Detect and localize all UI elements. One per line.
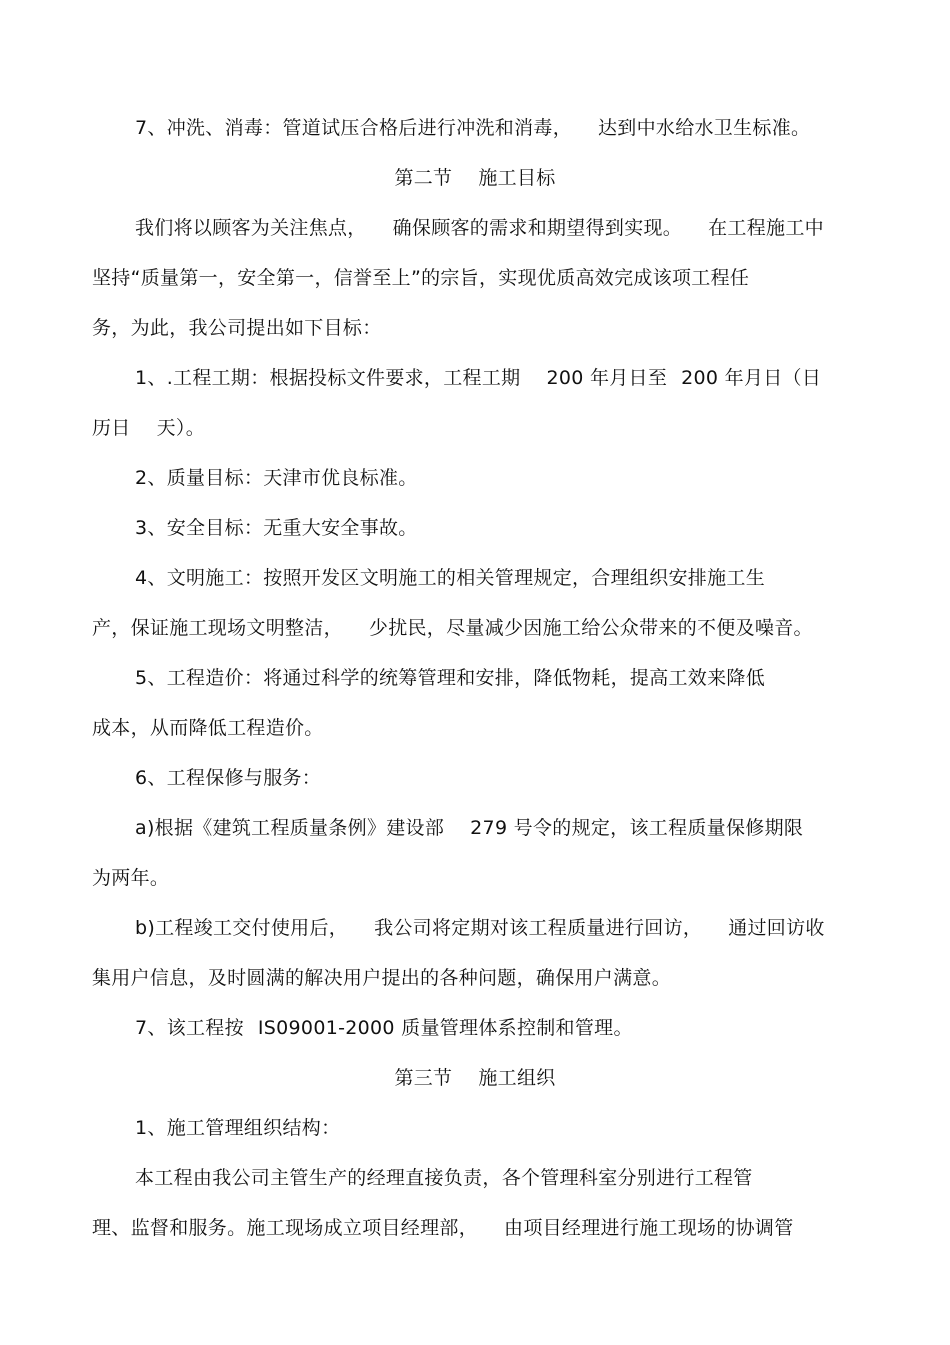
paragraph-line [135,765,915,791]
text-run: 为两年。 [92,867,170,889]
paragraph-line [92,965,872,991]
paragraph-line [135,215,915,241]
text-run: 4、文明施工：按照开发区文明施工的相关管理规定，合理组织安排施工生 [135,567,765,589]
text-run: 务，为此，我公司提出如下目标： [92,317,382,339]
text-run: 1、施工管理组织结构： [135,1117,341,1139]
text-run: 由项目经理进行施工现场的协调管 [504,1217,794,1239]
section-heading [0,1065,950,1091]
paragraph-line [92,415,872,441]
text-run: 天）。 [156,417,206,439]
text-run: 少扰民，尽量减少因施工给公众带来的不便及噪音。 [368,617,813,639]
paragraph-line [135,1165,915,1191]
paragraph-line [135,1115,915,1141]
text-run: 集用户信息，及时圆满的解决用户提出的各种问题，确保用户满意。 [92,967,672,989]
section-title: 施工组织 [478,1067,556,1089]
paragraph-line [92,715,872,741]
text-run: 达到中水给水卫生标准。 [598,117,811,139]
section-heading [0,165,950,191]
paragraph-line [92,315,872,341]
text-run: 5、工程造价：将通过科学的统筹管理和安排，降低物耗，提高工效来降低 [135,667,765,689]
paragraph-line [135,515,915,541]
paragraph-line [92,615,872,641]
text-run: 200 年月日（日 [681,367,822,389]
paragraph-line [92,1215,872,1241]
text-run: 产，保证施工现场文明整洁， [92,617,343,639]
paragraph-line [135,1015,915,1041]
text-run: 成本，从而降低工程造价。 [92,717,324,739]
text-run: 在工程施工中 [708,217,824,239]
text-run: IS09001-2000 质量管理体系控制和管理。 [257,1017,633,1039]
text-run: 7、冲洗、消毒：管道试压合格后进行冲洗和消毒， [135,117,572,139]
paragraph-line [135,665,915,691]
section-number: 第二节 [394,167,453,189]
section-title: 施工目标 [478,167,556,189]
text-run: 通过回访收 [728,917,825,939]
section-number: 第三节 [394,1067,453,1089]
text-run: 200 年月日至 [546,367,668,389]
text-run: 我们将以顾客为关注焦点， [135,217,367,239]
text-run: 3、安全目标：无重大安全事故。 [135,517,418,539]
paragraph-line [135,915,915,941]
text-run: 确保顾客的需求和期望得到实现。 [392,217,683,239]
paragraph-line [135,115,915,141]
text-run: b)工程竣工交付使用后， [135,917,349,939]
text-run: 6、工程保修与服务： [135,767,322,789]
paragraph-line [92,265,872,291]
text-run: 我公司将定期对该工程质量进行回访， [374,917,703,939]
text-run: 历日 [92,417,131,439]
paragraph-line [135,565,915,591]
text-run: 理、监督和服务。施工现场成立项目经理部， [92,1217,479,1239]
text-run: 1、.工程工期：根据投标文件要求，工程工期 [135,367,521,389]
text-run: a)根据《建筑工程质量条例》建设部 [135,817,445,839]
text-run: 279 号令的规定，该工程质量保修期限 [470,817,804,839]
paragraph-line [135,465,915,491]
paragraph-line [135,365,915,391]
text-run: 7、该工程按 [135,1017,244,1039]
paragraph-line [92,865,872,891]
text-run: 2、质量目标：天津市优良标准。 [135,467,418,489]
text-run: 坚持“质量第一，安全第一，信誉至上”的宗旨，实现优质高效完成该项工程任 [92,267,750,289]
paragraph-line [135,815,915,841]
text-run: 本工程由我公司主管生产的经理直接负责，各个管理科室分别进行工程管 [135,1167,753,1189]
